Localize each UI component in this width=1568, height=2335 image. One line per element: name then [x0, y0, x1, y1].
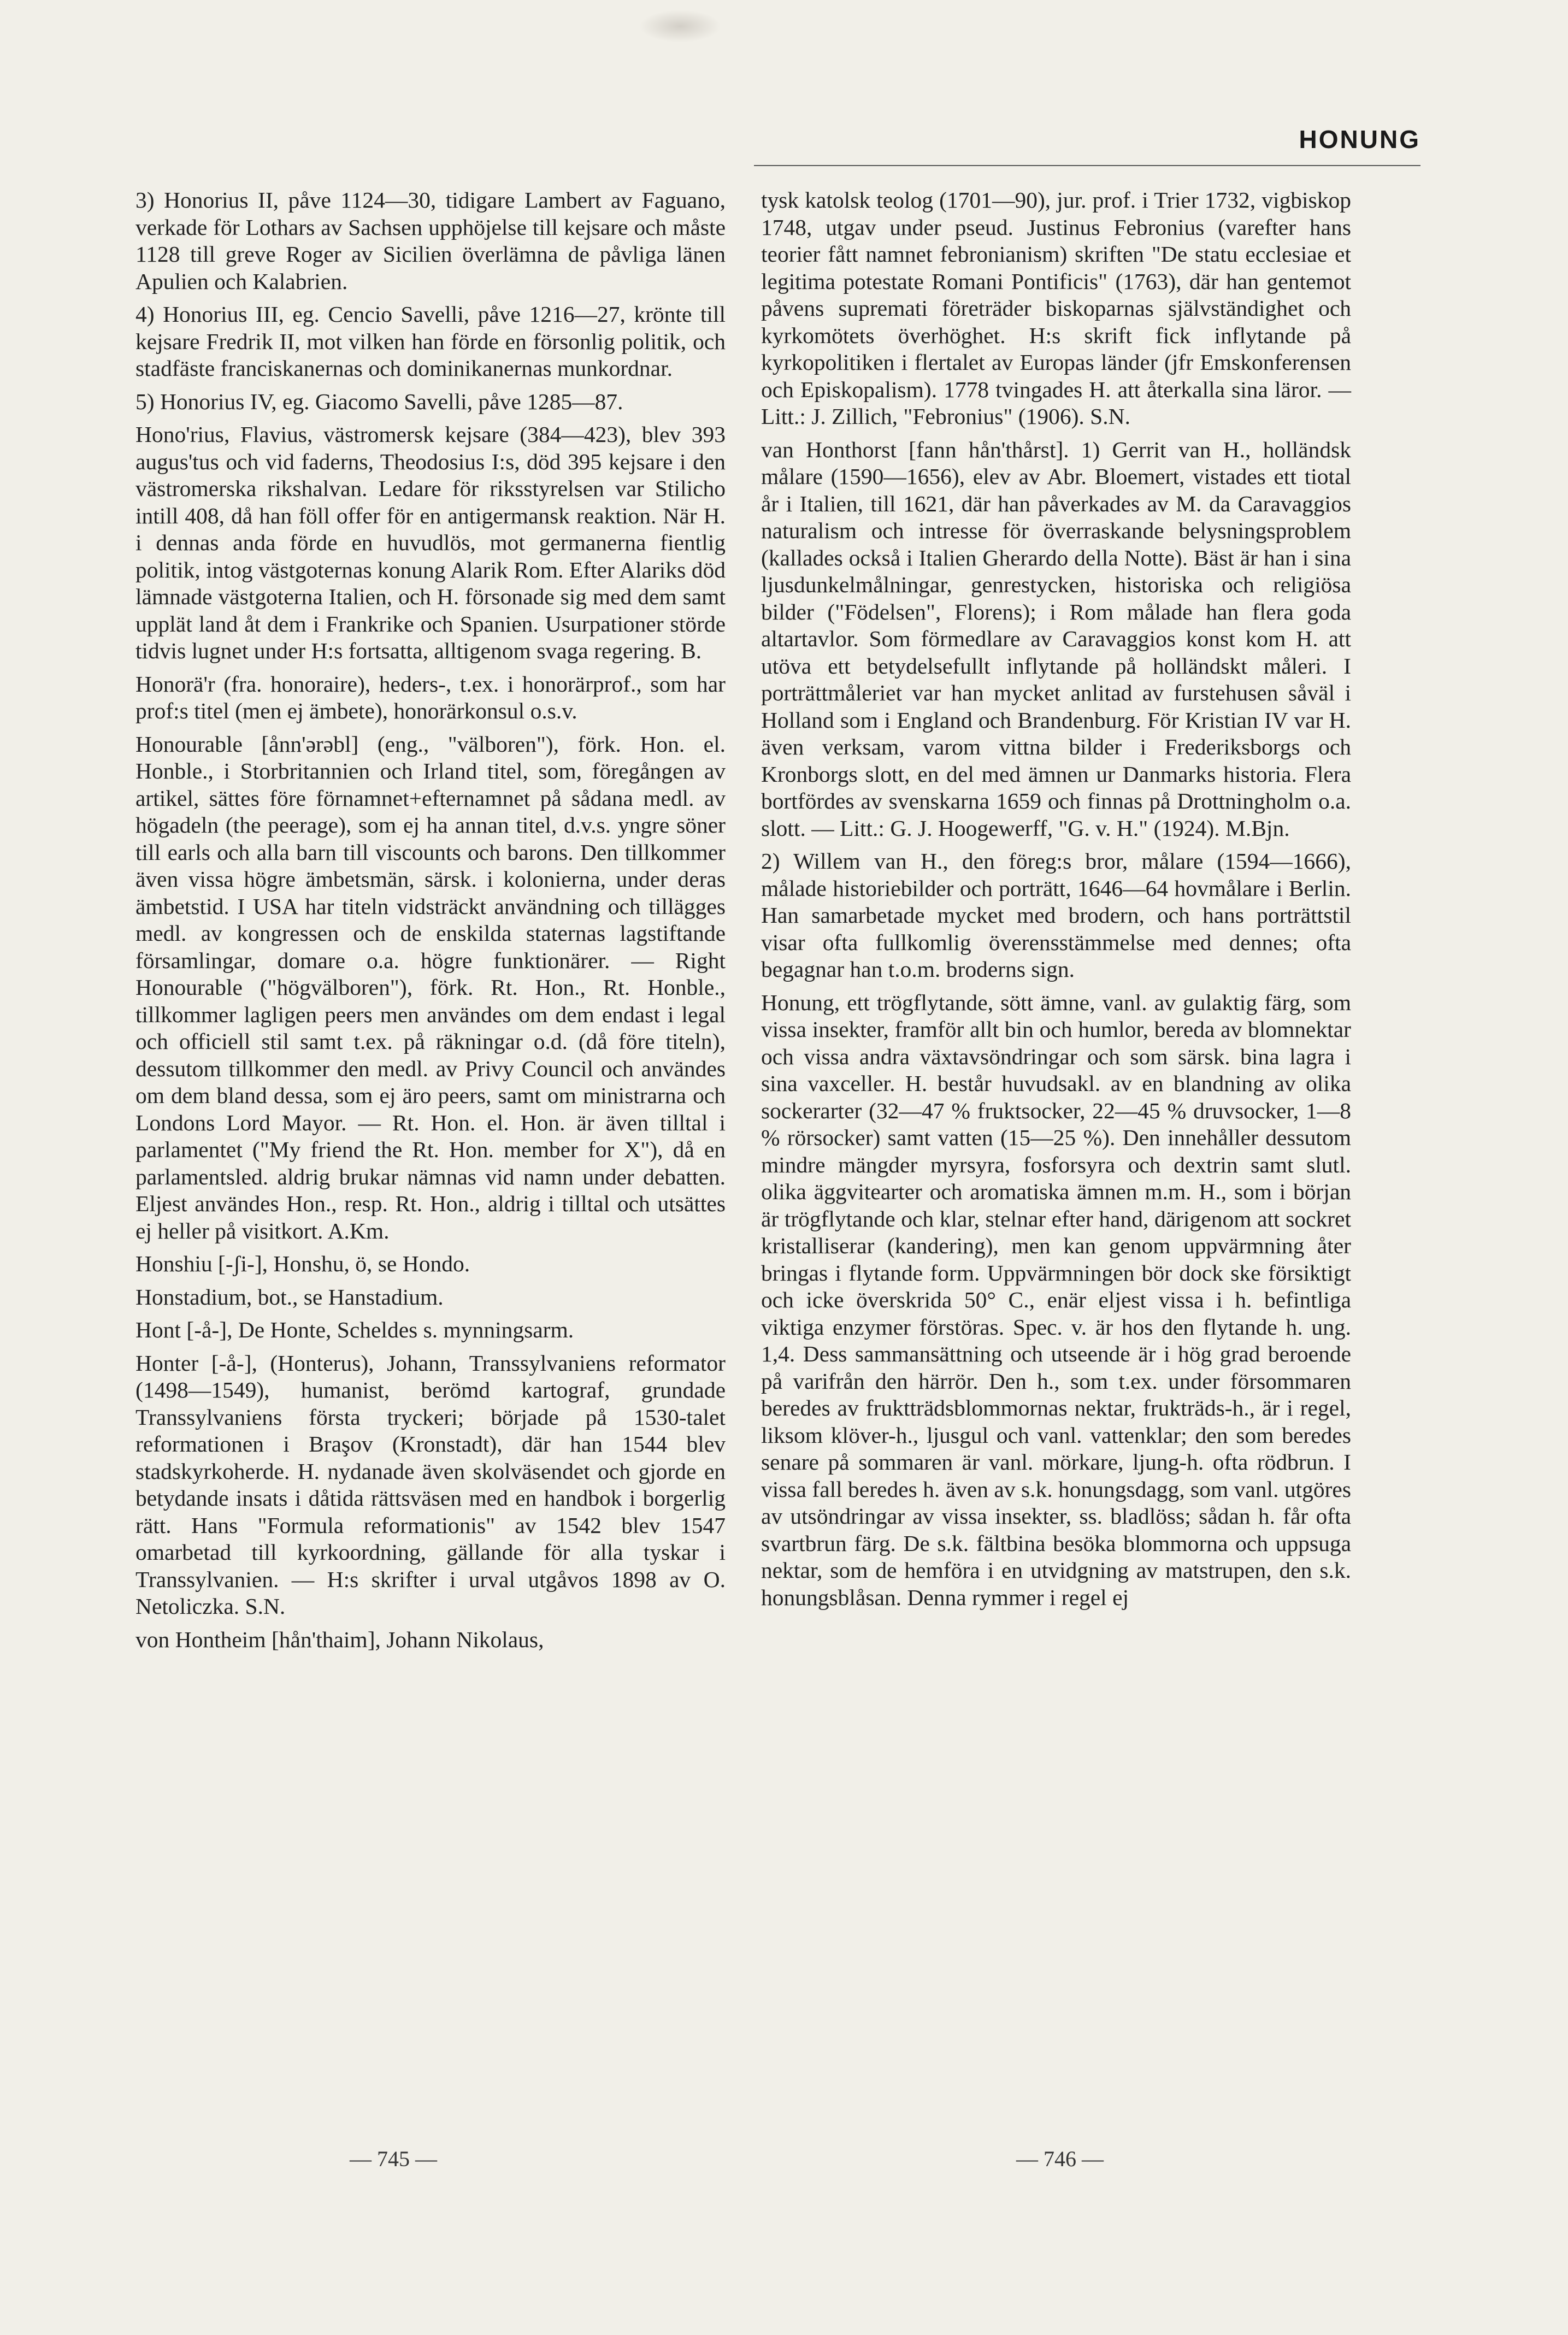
entry-honstadium: Honstadium, bot., se Hanstadium. — [135, 1284, 444, 1310]
entry-honorius-iii: 4) Honorius III, eg. Cencio Savelli, påve 1216—27, krönte till kejsare Fredrik II, mot vilken han förde en försonlig politik, och stadfäste franciskanernas och dominikanernas munkordnar. — [135, 302, 726, 381]
entry-honthorst-gerrit: van Honthorst [fann hån'thårst]. 1) Gerrit van H., holländsk målare (1590—1656), elev av Abr. Bloemert, vistades ett tiotal år i Italien, till 1621, där han påverkades av M. da Caravaggios naturalism och intresse för överraskande belysningsproblem (kallades också i Italien Gherardo della Notte). Bäst är han i sina ljusdunkelmålningar, genrestycken, historiska och religiösa bilder ("Födelsen", Florens); i Rom målade han flera goda altartavlor. Som förmedlare av Caravaggios konst kom H. att utöva ett betydelsefullt inflytande på holländskt måleri. I porträttmåleriet var han mycket anlitad av furstehusen såväl i Holland som i England och Brandenburg. För Kristian IV var H. även verksam, varom vittna bilder i Frederiksborgs och Kronborgs slott, en del med ämnen ur Danmarks historia. Flera bortfördes av svenskarna 1659 och finnas på Drottningholm o.a. slott. — Litt.: G. J. Hoogewerff, "G. v. H." (1924). M.Bjn. — [761, 437, 1351, 841]
entry-honorius-ii: 3) Honorius II, påve 1124—30, tidigare Lambert av Faguano, verkade för Lothars av Sachsen upphöjelse till kejsare och måste 1128 till greve Roger av Sicilien överlämna de påvliga länen Apulien och Kalabrien. — [135, 187, 726, 294]
entry-honshiu: Honshiu [-ʃi-], Honshu, ö, se Hondo. — [135, 1251, 470, 1276]
entry-honthorst-willem: 2) Willem van H., den föreg:s bror, målare (1594—1666), målade historiebilder och porträtt, 1646—64 hovmålare i Berlin. Han samarbetade mycket med brodern, och hans porträttstil visar ofta fullkomlig överensstämmelse med dennes; ofta begagnar han t.o.m. broderns sign. — [761, 848, 1351, 982]
entry-honourable: Honourable [ånn'ərəbl] (eng., "välboren"), förk. Hon. el. Honble., i Storbritannien och Irland titel, som, föregången av artikel, sättes före förnamnet+efternamnet på sådana medl. av högadeln (the peerage), som ej ha annan titel, d.v.s. yngre söner till earls och alla barn till viscounts och barons. Den tillkommer även vissa högre ämbetsmän, särsk. i kolonierna, under deras ämbetstid. I USA har titeln vidsträckt användning och tillägges medl. av kongressen och de enskilda staternas lagstiftande församlingar, domare o.a. högre funktionärer. — Right Honourable ("högvälboren"), förk. Rt. Hon., Rt. Honble., tillkommer lagligen peers men användes om dem endast i legal och officiell stil samt t.ex. på räkningar o.d. (då före titeln), dessutom tillkommer den medl. av Privy Council och användes om dem bland dessa, som ej äro peers, samt om ministrarna och Londons Lord Mayor. — Rt. Hon. el. Hon. är även tilltal i parlamentet ("My friend the Rt. Hon. member for X"), då en parlamentsled. aldrig brukar nämnas vid namn under debatten. Eljest användes Hon., resp. Rt. Hon., aldrig i tilltal och utsättes ej heller på visitkort. A.Km. — [135, 731, 726, 1243]
entry-honorar: Honorä'r (fra. honoraire), heders-, t.ex. i honorärprof., som har prof:s titel (men ej ämbete), honorärkonsul o.s.v. — [135, 671, 726, 723]
entry-honung: Honung, ett trögflytande, sött ämne, vanl. av gulaktig färg, som vissa insekter, framför allt bin och humlor, bereda av blomnektar och vissa andra växtavsöndringar och som särsk. bina lagra i sina vaxceller. H. består huvudsakl. av en blandning av olika sockerarter (32—47 % fruktsocker, 22—45 % druvsocker, 1—8 % rörsocker) samt vatten (15—25 %). Den innehåller dessutom mindre mängder myrsyra, fosforsyra och dextrin samt slutl. olika äggvitearter och aromatiska ämnen m.m. H., som i början är trögflytande och klar, stelnar efter hand, därigenom att sockret kristalliserar (kandering), men kan genom uppvärmning åter bringas i flytande form. Uppvärmningen bör dock ske försiktigt och icke överskrida 50° C., enär eljest vissa i h. befintliga viktiga enzymer förstöras. Spec. v. är hos den flytande h. ung. 1,4. Dess sammansättning och utseende är i hög grad beroende på varifrån den härrör. Den h., som t.ex. under försommaren beredes av fruktträdsblommornas nektar, frukträds-h., är i regel, liksom klöver-h., ljusgul och vanl. vattenklar; den som beredes senare på sommaren är vanl. mörkare, ljung-h. ofta rödbrun. I vissa fall beredes h. även av s.k. honungsdagg, som vanl. utgöres av utsöndringar av vissa insekter, ss. bladlöss; sådan h. får ofta svartbrun färg. De s.k. fältbina besöka blommorna och uppsuga nektar, som de hemföra i en utvidgning av matstrupen, den s.k. honungsblåsan. Denna rymmer i regel ej — [761, 989, 1351, 1610]
entry-honorius-iv: 5) Honorius IV, eg. Giacomo Savelli, påve 1285—87. — [135, 388, 623, 414]
right-column — [761, 187, 1351, 1617]
entry-honter: Honter [-å-], (Honterus), Johann, Transsylvaniens reformator (1498—1549), humanist, berömd kartograf, grundade Transsylvaniens första tryckeri; började på 1530-talet reformationen i Braşov (Kronstadt), där han 1544 blev stadskyrkoherde. H. nydanade även skolväsendet och gjorde en betydande insats i dåtida rättsväsen med en handbok i borgerlig rätt. Hans "Formula reformationis" av 1542 blev 1547 omarbetad till kyrkoordning, gällande för alla tyskar i Transsylvanien. — H:s skrifter i urval utgåvos 1898 av O. Netoliczka. S.N. — [135, 1350, 726, 1619]
page-number-746: — 746 — — [1016, 2147, 1104, 2171]
entry-hontheim-cont: tysk katolsk teolog (1701—90), jur. prof. i Trier 1732, vigbiskop 1748, utgav under pseud. Justinus Febronius (varefter hans teorier fått namnet febronianism) skriften "De statu ecclesiae et legitima potestate Romani Pontificis" (1763), där han gentemot påvens suprematі företräder biskoparnas självständighet och kyrkomötets överhöghet. H:s skrift fick inflytande på kyrkopolitiken i flertalet av Europas länder (jfr Emskonferensen och Episkopalism). 1778 tvingades H. att återkalla sina läror. — Litt.: J. Zillich, "Febronius" (1906). S.N. — [761, 187, 1351, 429]
running-header — [754, 125, 1420, 166]
scan-mark — [639, 10, 721, 43]
page-number-745: — 745 — — [350, 2147, 437, 2171]
page-title: HONUNG — [1299, 125, 1420, 154]
entry-honorius-flavius: Hono'rius, Flavius, västromersk kejsare (384—423), blev 393 augus'tus och vid faderns, Theodosius I:s, död 395 kejsare i den västromerska rikshalvan. Ledare för riksstyrelsen var Stilicho intill 408, då han föll offer för en antigermansk reaktion. När H. i dennas anda förde en huvudlös, mot germanerna fientlig politik, intog västgoternas konung Alarik Rom. Efter Alariks död lämnade västgoterna Italien, och H. försonade sig med dem samt upplät land åt dem i Frankrike och Spanien. Usurpationer störde tidvis lugnet under H:s fortsatta, alltigenom svaga regering. B. — [135, 422, 726, 663]
left-column — [135, 187, 726, 1659]
entry-hont: Hont [-å-], De Honte, Scheldes s. mynningsarm. — [135, 1317, 574, 1342]
entry-hontheim: von Hontheim [hån'thaim], Johann Nikolaus, — [135, 1626, 544, 1652]
